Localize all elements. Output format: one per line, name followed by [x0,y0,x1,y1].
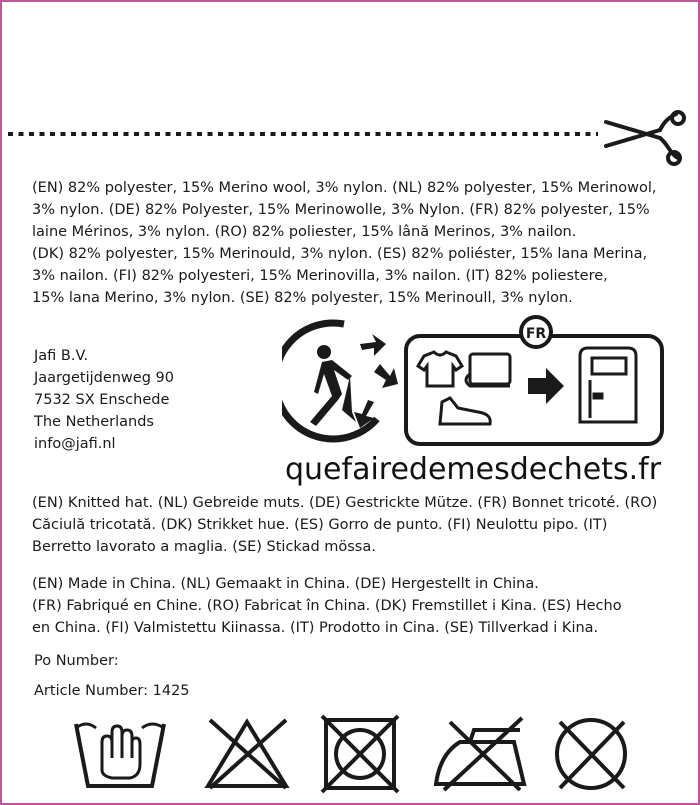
shoe-icon [440,398,490,424]
composition-line: (EN) 82% polyester, 15% Merino wool, 3% nylon. (NL) 82% polyester, 15% Merinowol, [32,180,657,196]
do-not-iron-icon [430,714,530,794]
composition-line: 3% nylon. (DE) 82% Polyester, 15% Merinowolle, 3% Nylon. (FR) 82% polyester, 15% [32,202,650,218]
product-description [32,492,672,558]
recycling-info [282,314,667,449]
origin-line: en China. (FI) Valmistettu Kiinassa. (IT) Prodotto in Cina. (SE) Tillverkad i Kina. [32,620,599,636]
country: The Netherlands [34,414,154,430]
product-line: (EN) Knitted hat. (NL) Gebreide muts. (DE) Gestrickte Mütze. (FR) Bonnet tricoté. (RO) [32,495,658,511]
collection-bin-icon [580,348,636,422]
product-line: Căciulă tricotată. (DK) Strikket hue. (ES) Gorro de punto. (FI) Neulottu pipo. (IT) [32,517,608,533]
origin-line: (EN) Made in China. (NL) Gemaakt in China. (DE) Hergestellt in China. [32,576,539,592]
composition-line: laine Mérinos, 3% nylon. (RO) 82% poliester, 15% lână Merinos, 3% nailon. [32,224,577,240]
composition-line: (DK) 82% polyester, 15% Merinould, 3% nylon. (ES) 82% poliéster, 15% lana Merina, [32,246,648,262]
tshirt-icon [418,352,462,386]
scissors-icon [606,112,684,164]
triman-icon [282,323,398,439]
fr-badge-label: FR [525,326,547,342]
email: info@jafi.nl [34,436,116,452]
arrow-right-icon [528,368,564,404]
postal-city: 7532 SX Enschede [34,392,170,408]
do-not-bleach-icon [202,714,292,794]
article-number: Article Number: 1425 [34,683,190,699]
product-line: Berretto lavorato a maglia. (SE) Stickad mössa. [32,539,376,555]
hand-wash-icon [72,714,167,794]
address-block [34,345,174,455]
do-not-dry-clean-icon [550,714,632,794]
linen-icon [466,354,510,386]
composition-line: 3% nailon. (FI) 82% polyesteri, 15% Merinovilla, 3% nailon. (IT) 82% poliestere, [32,268,608,284]
company-name: Jafi B.V. [34,348,89,364]
recycling-website: quefairedemesdechets.fr [285,452,662,487]
street-address: Jaargetijdenweg 90 [34,370,174,386]
origin-text [32,573,672,639]
po-number: Po Number: [34,653,119,669]
composition-line: 15% lana Merino, 3% nylon. (SE) 82% polyester, 15% Merinoull, 3% nylon. [32,290,573,306]
do-not-tumble-dry-icon [320,714,400,794]
cut-line [8,110,698,170]
origin-line: (FR) Fabriqué en Chine. (RO) Fabricat în China. (DK) Fremstillet i Kina. (ES) Hecho [32,598,622,614]
composition-text [32,177,672,309]
